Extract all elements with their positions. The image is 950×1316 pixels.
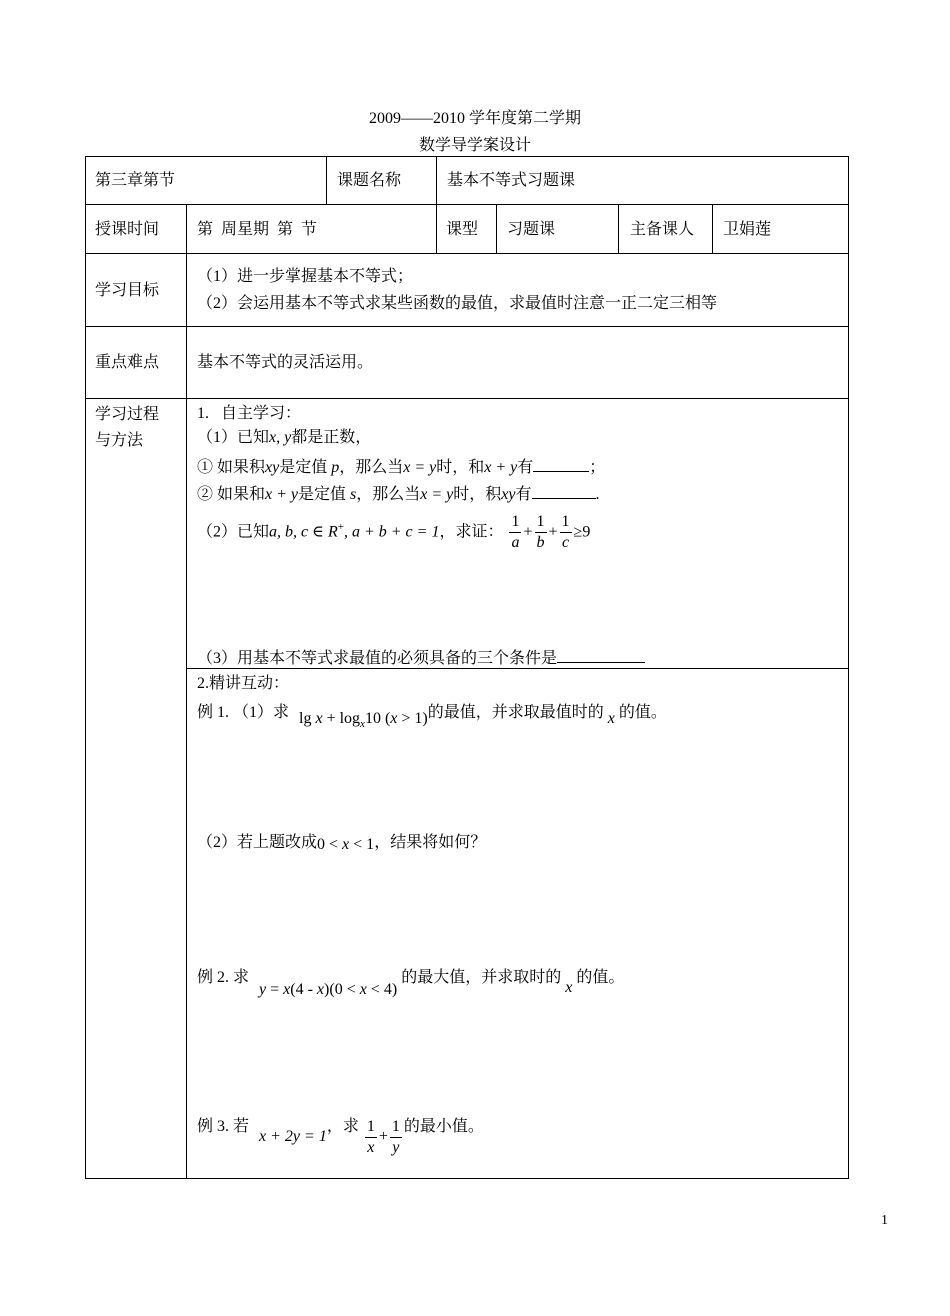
q1-item-a: ① 如果积xy是定值 p，那么当x = y时，和x + y有 ； [197, 455, 605, 478]
example-1-formula: $\lg x + \log_x10$ (x > 1) [299, 710, 428, 731]
row1-divider-b [436, 156, 437, 253]
example-2: 例 2. 求 y = x(4 - x)(0 < x < 4) 的最大值，并求取时的x的值。 [197, 969, 625, 998]
goal-2: （2）会运用基本不等式求某些函数的最值，求最值时注意一正二定三相等 [197, 295, 718, 312]
answer-blank-1[interactable] [533, 455, 589, 472]
row-divider-3 [85, 326, 849, 327]
process-label-1: 学习过程 [95, 406, 160, 423]
row1-divider-a [326, 156, 327, 204]
page-number: 1 [881, 1213, 888, 1228]
goal-1: （1）进一步掌握基本不等式； [197, 268, 414, 285]
time-value: 第 周星期 第 节 [197, 221, 318, 238]
label-column-divider [186, 204, 187, 1179]
row-divider-2 [85, 253, 849, 254]
chapter-cell: 第三章第节 [95, 172, 176, 189]
focus-label: 重点难点 [95, 354, 160, 371]
preparer-label: 主备课人 [630, 221, 695, 238]
time-label: 授课时间 [95, 221, 160, 238]
row-divider-4 [85, 398, 849, 399]
q1-item-b: ② 如果和x + y是定值 s，那么当x = y时，积xy有 . [197, 482, 600, 505]
fraction-1-over-c: $\frac{1}{c}$ [561, 513, 570, 551]
type-label: 课型 [446, 221, 479, 238]
row-divider-1 [85, 204, 849, 205]
header-line-1: 2009——2010 学年度第二学期 [368, 110, 581, 127]
goals-label: 学习目标 [95, 282, 160, 299]
answer-blank-2[interactable] [532, 482, 596, 499]
type-value: 习题课 [507, 221, 556, 238]
answer-blank-3[interactable] [557, 646, 645, 663]
example-2-formula: y = x(4 - x)(0 < x < 4) [259, 981, 398, 998]
fraction-1-over-x: $\frac{1}{x}$ [366, 1118, 375, 1156]
header-line-2: 数学导学案设计 [418, 137, 531, 154]
preparer-value: 卫娟莲 [723, 221, 772, 238]
example-1: 例 1. （1）求 $\lg x + \log_x10$ (x > 1)的最值，并求取最值时的 x 的值。 [197, 704, 667, 731]
process-label-2: 与方法 [95, 432, 144, 449]
q2-prove: （2）已知a, b, c ∈ R+, a + b + c = 1，求证： $\frac{1}{a}$ + $\frac{1}{b}$ + $\frac{1}{c}$ ≥9 [197, 513, 591, 551]
example-3: 例 3. 若 x + 2y = 1，求 $\frac{1}{x}$ + $\frac{1}{y}$ 的最小值。 [197, 1118, 484, 1156]
row2-divider-b [618, 204, 619, 253]
interactive-title: 2.精讲互动： [197, 675, 290, 692]
row2-divider-a [496, 204, 497, 253]
fraction-1-over-b: $\frac{1}{b}$ [536, 513, 545, 551]
example-1-part-2: （2）若上题改成0 < x < 1，结果将如何？ [197, 834, 487, 853]
self-study-title: 1. 自主学习： [197, 405, 302, 422]
fraction-1-over-y: $\frac{1}{y}$ [391, 1118, 400, 1156]
q3-conditions: （3）用基本不等式求最值的必须具备的三个条件是 [197, 646, 645, 669]
fraction-1-over-a: $\frac{1}{a}$ [511, 513, 520, 551]
topic-value: 基本不等式习题课 [447, 172, 576, 189]
topic-label: 课题名称 [337, 172, 402, 189]
focus-value: 基本不等式的灵活运用。 [197, 354, 374, 371]
row2-divider-c [712, 204, 713, 253]
q1-intro: （1）已知x, y都是正数， [197, 429, 372, 446]
example-3-formula: x + 2y = 1 [259, 1128, 327, 1145]
